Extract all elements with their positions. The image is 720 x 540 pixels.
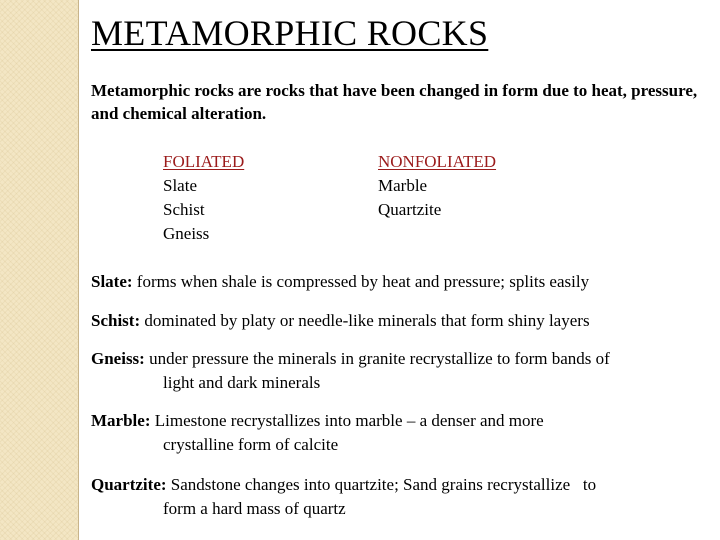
definition-quartzite — [91, 473, 711, 521]
definition-gneiss — [91, 347, 711, 395]
term-schist: Schist: — [91, 311, 141, 330]
term-slate: Slate: — [91, 272, 133, 291]
foliated-item-schist: Schist — [163, 200, 205, 219]
term-marble: Marble: — [91, 411, 151, 430]
definition-gneiss-text: under pressure the minerals in granite recrystallize to form bands of — [144, 349, 610, 368]
definition-slate-text: forms when shale is compressed by heat and pressure; splits easily — [132, 272, 590, 291]
definition-gneiss-text-continued: light and dark minerals — [163, 373, 321, 392]
definition-marble-text: Limestone recrystallizes into marble – a denser and more — [150, 411, 544, 430]
foliated-item-slate: Slate — [163, 176, 197, 195]
foliated-item-gneiss: Gneiss — [163, 224, 210, 243]
intro-paragraph: Metamorphic rocks are rocks that have been changed in form due to heat, pressure, and chemical alteration. — [91, 81, 698, 123]
definition-schist — [91, 309, 711, 333]
sidebar-divider — [78, 0, 79, 540]
foliated-column — [163, 150, 244, 246]
definition-schist-text: dominated by platy or needle-like minerals that form shiny layers — [140, 311, 590, 330]
nonfoliated-item-quartzite: Quartzite — [378, 200, 442, 219]
definition-marble — [91, 409, 711, 457]
decorative-sidebar — [0, 0, 78, 540]
page-title: METAMORPHIC ROCKS — [91, 13, 489, 53]
definition-marble-text-continued: crystalline form of calcite — [163, 435, 339, 454]
definition-quartzite-text-continued: form a hard mass of quartz — [163, 499, 346, 518]
nonfoliated-column — [378, 150, 496, 222]
nonfoliated-item-marble: Marble — [378, 176, 428, 195]
term-quartzite: Quartzite: — [91, 475, 167, 494]
foliated-heading: FOLIATED — [163, 152, 245, 171]
definition-slate — [91, 270, 711, 294]
nonfoliated-heading: NONFOLIATED — [378, 152, 497, 171]
term-gneiss: Gneiss: — [91, 349, 145, 368]
definition-quartzite-text: Sandstone changes into quartzite; Sand grains recrystallize to — [166, 475, 597, 494]
